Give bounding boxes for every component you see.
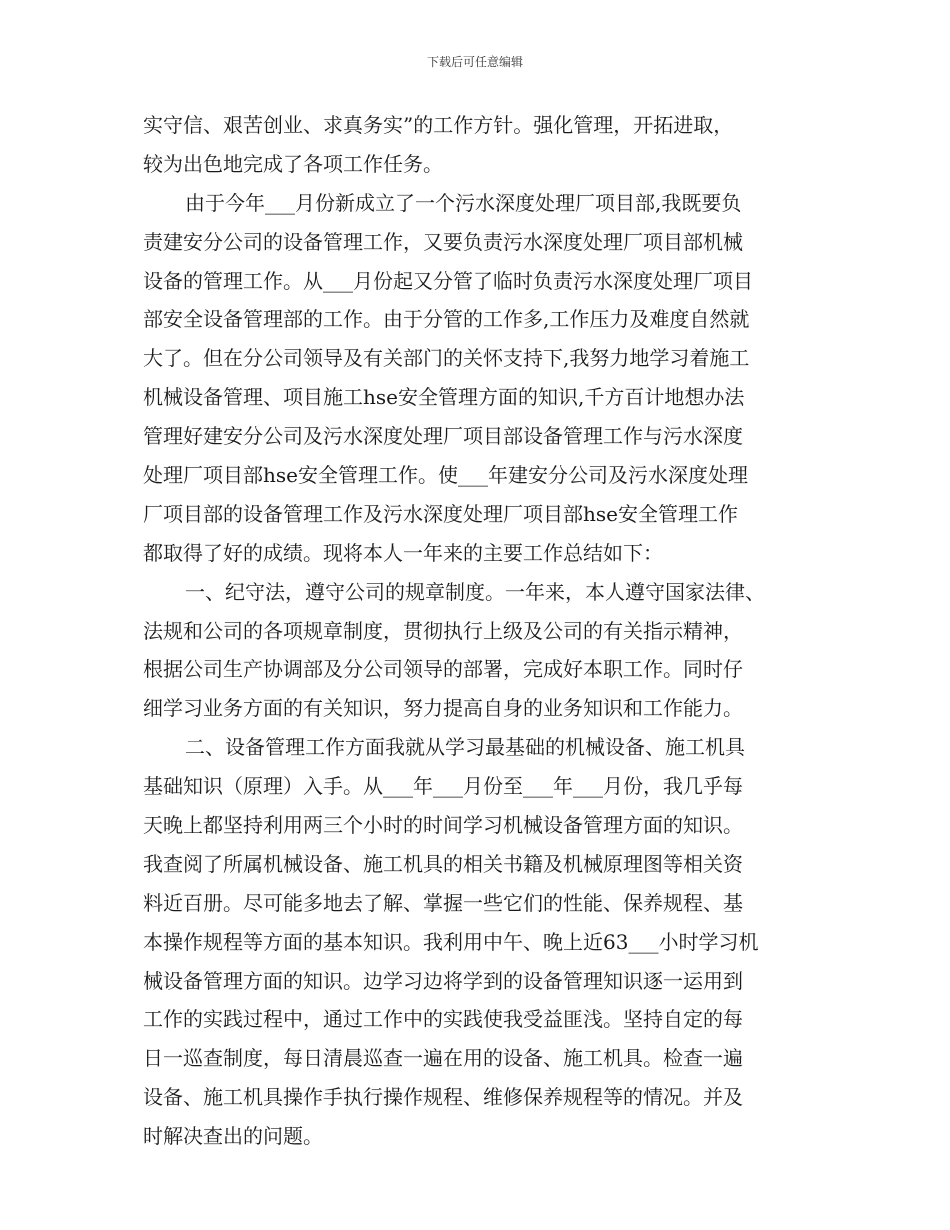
text-line: 细学习业务方面的有关知识，努力提高自身的业务知识和工作能力。 [143, 696, 743, 721]
text-line: 二、设备管理工作方面我就从学习最基础的机械设备、施工机具 [185, 735, 745, 760]
text-line: 一、纪守法，遵守公司的规章制度。一年来，本人遵守国家法律、 [185, 579, 765, 604]
text-line: 基础知识（原理）入手。从___年___月份至___年___月份，我几乎每 [143, 774, 743, 799]
text-line: 我查阅了所属机械设备、施工机具的相关书籍及机械原理图等相关资 [143, 851, 743, 876]
text-line: 由于今年___月份新成立了一个污水深度处理厂项目部,我既要负 [185, 190, 742, 215]
text-line: 根据公司生产协调部及分公司领导的部署，完成好本职工作。同时仔 [143, 657, 743, 682]
text-line: 实守信、艰苦创业、求真务实”的工作方针。强化管理，开拓进取， [143, 113, 734, 137]
text-line: 设备的管理工作。从___月份起又分管了临时负责污水深度处理厂项目 [143, 268, 753, 293]
text-line: 处理厂项目部hse安全管理工作。使___年建安分公司及污水深度处理 [143, 463, 748, 488]
text-line: 天晚上都坚持利用两三个小时的时间学习机械设备管理方面的知识。 [143, 813, 743, 838]
text-line: 机械设备管理、项目施工hse安全管理方面的知识,千方百计地想办法 [143, 385, 745, 410]
text-line: 本操作规程等方面的基本知识。我利用中午、晚上近63___小时学习机 [143, 929, 759, 954]
text-line: 厂项目部的设备管理工作及污水深度处理厂项目部hse安全管理工作 [143, 501, 738, 526]
text-line: 时解决查出的问题。 [143, 1124, 323, 1149]
text-line: 大了。但在分公司领导及有关部门的关怀支持下,我努力地学习着施工 [143, 346, 750, 371]
text-line: 较为出色地完成了各项工作任务。 [143, 151, 443, 176]
text-line: 工作的实践过程中，通过工作中的实践使我受益匪浅。坚持自定的每 [143, 1007, 743, 1032]
page-header: 下载后可任意编辑 [426, 55, 523, 69]
text-line: 部安全设备管理部的工作。由于分管的工作多,工作压力及难度自然就 [143, 307, 750, 332]
text-line: 料近百册。尽可能多地去了解、掌握一些它们的性能、保养规程、基 [143, 890, 743, 915]
document-body [143, 106, 813, 1156]
text-line: 都取得了好的成绩。现将本人一年来的主要工作总结如下： [143, 540, 663, 565]
text-line: 日一巡查制度，每日清晨巡查一遍在用的设备、施工机具。检查一遍 [143, 1046, 743, 1071]
text-line: 设备、施工机具操作手执行操作规程、维修保养规程等的情况。并及 [143, 1085, 743, 1110]
text-line: 法规和公司的各项规章制度，贯彻执行上级及公司的有关指示精神， [143, 618, 743, 643]
text-line: 械设备管理方面的知识。边学习边将学到的设备管理知识逐一运用到 [143, 968, 743, 993]
text-line: 管理好建安分公司及污水深度处理厂项目部设备管理工作与污水深度 [143, 424, 743, 449]
text-line: 责建安分公司的设备管理工作，又要负责污水深度处理厂项目部机械 [143, 229, 743, 254]
